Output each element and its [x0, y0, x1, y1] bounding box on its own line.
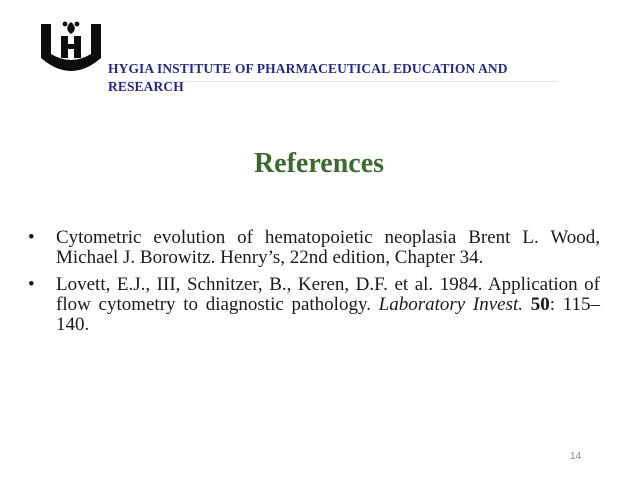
page-number: 14 — [570, 451, 582, 462]
separator-space — [523, 294, 531, 315]
bullet: • — [28, 274, 35, 295]
slide-title-container — [0, 148, 638, 180]
reference-item — [28, 275, 600, 335]
reference-text: Cytometric evolution of hematopoietic neoplasia Brent L. Wood, Michael J. Borowitz. Henry’s, 22nd edition, Chapter 34. — [56, 227, 600, 268]
journal-volume: 50 — [530, 294, 550, 315]
references-list — [28, 228, 600, 342]
slide-title: References — [253, 148, 385, 179]
header-divider — [108, 81, 558, 82]
institute-name: HYGIA INSTITUTE OF PHARMACEUTICAL EDUCATION AND RESEARCH — [108, 61, 508, 94]
journal-name: Laboratory Invest. — [378, 294, 524, 315]
bullet: • — [28, 227, 35, 248]
journal-pages: : 115–140. — [56, 294, 600, 335]
reference-text: Lovett, E.J., III, Schnitzer, B., Keren, D.F. et al. 1984. Application of flow cytometry to diagnostic pathology. — [56, 274, 600, 315]
reference-item — [28, 228, 600, 268]
institute-emblem-icon — [39, 18, 103, 80]
